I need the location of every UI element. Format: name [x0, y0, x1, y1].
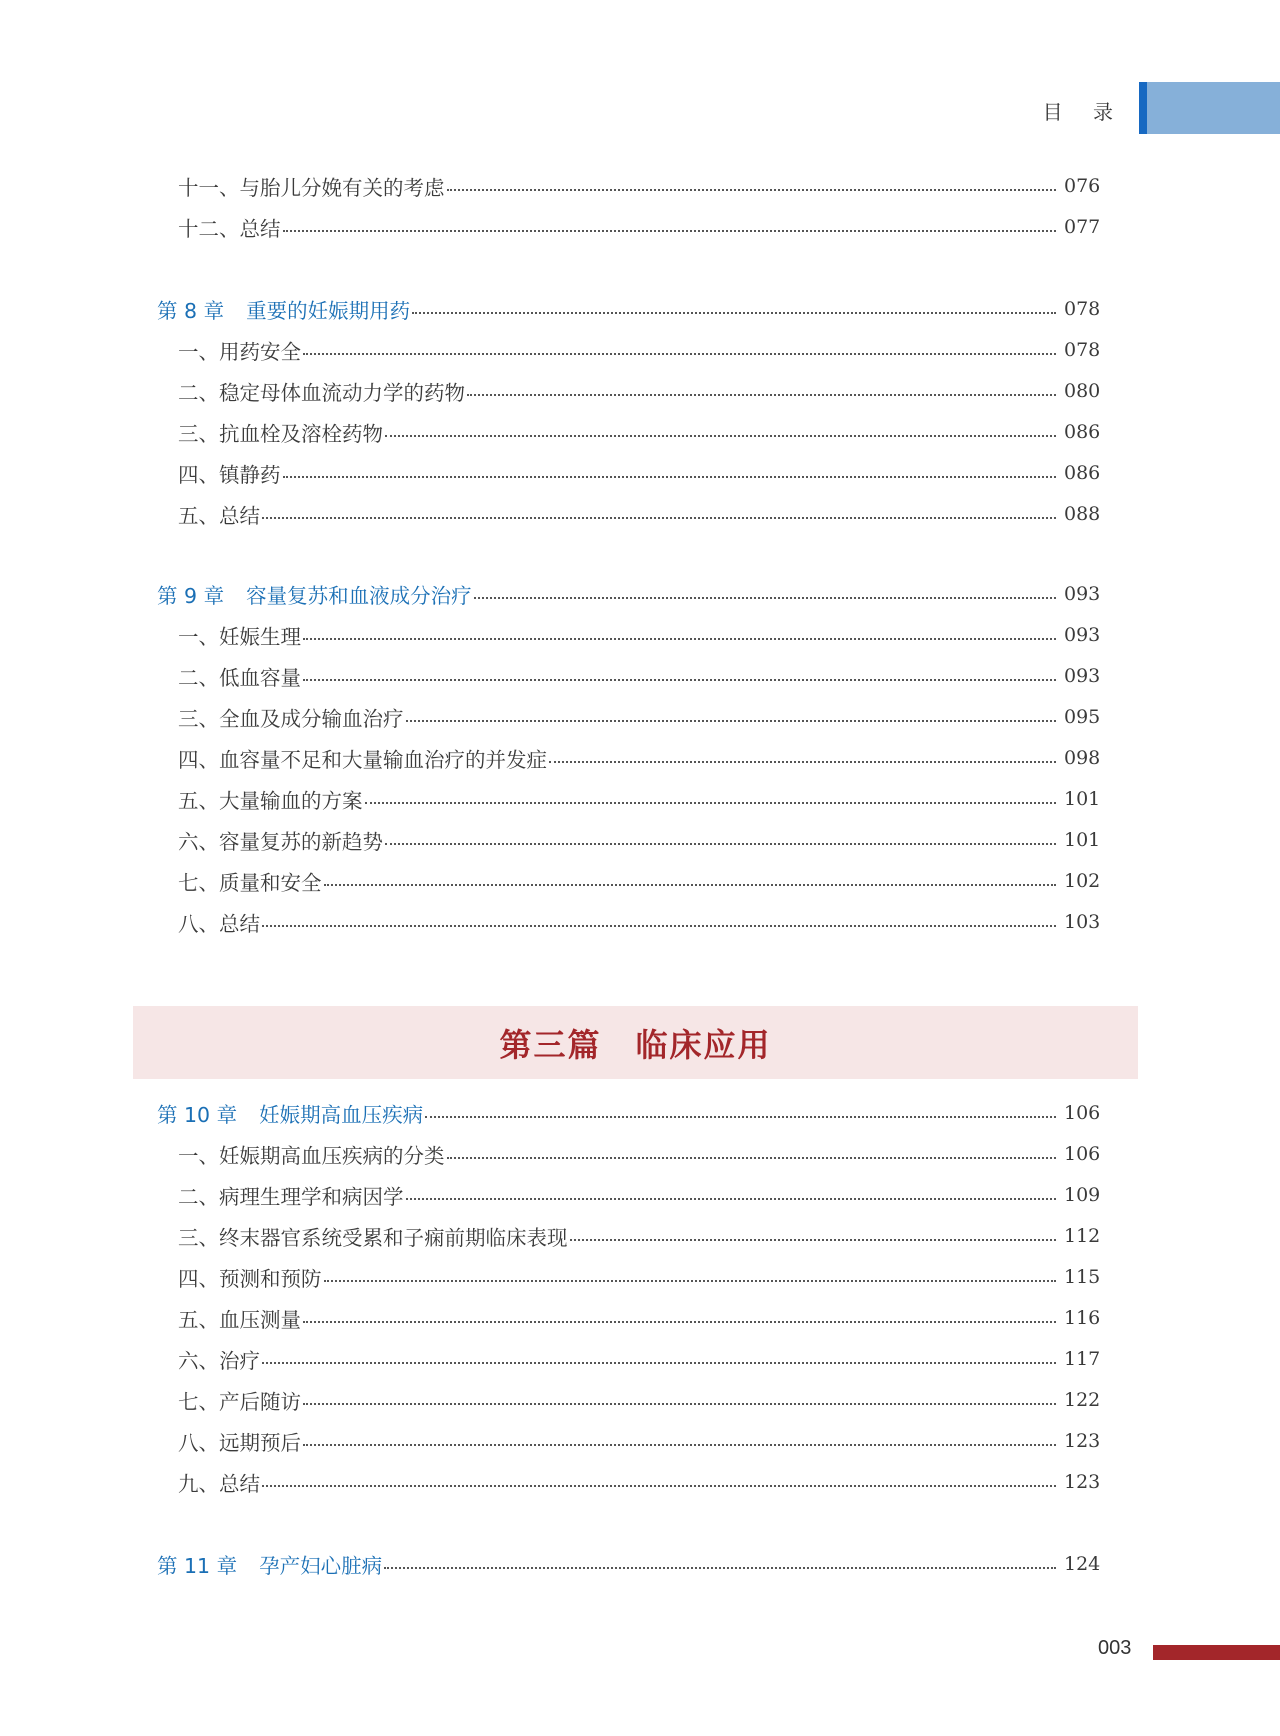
entry-title: 五、血压测量 [178, 1308, 301, 1332]
page-ref: 123 [1064, 1471, 1101, 1493]
dot-leader [467, 394, 1056, 396]
toc-entry-row [178, 453, 1100, 493]
entry-title: 十二、总结 [178, 217, 281, 241]
toc-entry-row [178, 656, 1100, 696]
entry-title: 三、全血及成分输血治疗 [178, 707, 404, 731]
part-title: 第三篇 临床应用 [499, 1025, 772, 1064]
entry-title: 五、总结 [178, 504, 260, 528]
toc-chapter-row [157, 574, 1100, 614]
entry-title: 二、低血容量 [178, 666, 301, 690]
toc-entry-row [178, 412, 1100, 452]
page-ref: 122 [1064, 1389, 1101, 1411]
page-ref: 117 [1064, 1348, 1101, 1370]
toc-chapter-row [157, 1093, 1100, 1133]
toc-entry-row [178, 779, 1100, 819]
running-header-label: 目 录 [1042, 100, 1125, 124]
entry-title: 一、妊娠期高血压疾病的分类 [178, 1144, 445, 1168]
dot-leader [262, 1362, 1056, 1364]
toc-chapter-row [157, 1544, 1100, 1584]
page-ref: 123 [1064, 1430, 1101, 1452]
page-ref: 077 [1064, 216, 1101, 238]
toc-entry-row [178, 166, 1100, 206]
chapter-title: 孕产妇心脏病 [259, 1554, 383, 1578]
dot-leader [324, 1280, 1057, 1282]
page-ref: 103 [1064, 911, 1101, 933]
dot-leader [474, 597, 1056, 599]
entry-title: 七、质量和安全 [178, 871, 322, 895]
page-ref: 080 [1064, 380, 1101, 402]
entry-title: 三、抗血栓及溶栓药物 [178, 422, 383, 446]
footer-bar-decoration [1153, 1645, 1280, 1660]
page-ref: 093 [1064, 665, 1101, 687]
page-ref: 098 [1064, 747, 1101, 769]
entry-title: 五、大量输血的方案 [178, 789, 363, 813]
toc-entry-row [178, 820, 1100, 860]
dot-leader [406, 1198, 1057, 1200]
part-banner [133, 1006, 1138, 1079]
dot-leader [447, 189, 1057, 191]
dot-leader [262, 925, 1056, 927]
page-ref: 116 [1064, 1307, 1101, 1329]
dot-leader [303, 1321, 1056, 1323]
chapter-title: 重要的妊娠期用药 [246, 299, 411, 323]
toc-entry-row [178, 1134, 1100, 1174]
dot-leader [324, 884, 1057, 886]
toc-entry-row [178, 1421, 1100, 1461]
page-ref: 093 [1064, 583, 1101, 605]
page-ref: 101 [1064, 829, 1101, 851]
entry-title: 四、预测和预防 [178, 1267, 322, 1291]
toc-entry-row [178, 1298, 1100, 1338]
page-ref: 106 [1064, 1143, 1101, 1165]
dot-leader [384, 1567, 1056, 1569]
page-ref: 102 [1064, 870, 1101, 892]
dot-leader [303, 1444, 1056, 1446]
toc-entry-row [178, 902, 1100, 942]
page-ref: 115 [1064, 1266, 1101, 1288]
toc-entry-row [178, 861, 1100, 901]
dot-leader [549, 761, 1056, 763]
page-ref: 112 [1064, 1225, 1101, 1247]
toc-entry-row [178, 615, 1100, 655]
page-ref: 106 [1064, 1102, 1101, 1124]
entry-title: 二、稳定母体血流动力学的药物 [178, 381, 465, 405]
page-ref: 124 [1064, 1553, 1101, 1575]
page-ref: 101 [1064, 788, 1101, 810]
chapter-title: 容量复苏和血液成分治疗 [246, 584, 472, 608]
chapter-number: 第 11 章 [157, 1554, 238, 1578]
entry-title: 七、产后随访 [178, 1390, 301, 1414]
entry-title: 八、远期预后 [178, 1431, 301, 1455]
dot-leader [447, 1157, 1057, 1159]
entry-title: 四、血容量不足和大量输血治疗的并发症 [178, 748, 547, 772]
entry-title: 四、镇静药 [178, 463, 281, 487]
entry-title: 二、病理生理学和病因学 [178, 1185, 404, 1209]
dot-leader [303, 353, 1056, 355]
toc-entry-row [178, 738, 1100, 778]
dot-leader [283, 476, 1057, 478]
chapter-number: 第 10 章 [157, 1103, 238, 1127]
entry-title: 三、终末器官系统受累和子痫前期临床表现 [178, 1226, 568, 1250]
chapter-number: 第 8 章 [157, 299, 225, 323]
dot-leader [412, 312, 1056, 314]
page-ref: 086 [1064, 421, 1101, 443]
toc-entry-row [178, 1257, 1100, 1297]
toc-entry-row [178, 1175, 1100, 1215]
chapter-number: 第 9 章 [157, 584, 225, 608]
dot-leader [303, 1403, 1056, 1405]
page-ref: 093 [1064, 624, 1101, 646]
toc-entry-row [178, 494, 1100, 534]
toc-entry-row [178, 207, 1100, 247]
dot-leader [303, 679, 1056, 681]
dot-leader [262, 1485, 1056, 1487]
entry-title: 六、容量复苏的新趋势 [178, 830, 383, 854]
toc-chapter-row [157, 289, 1100, 329]
dot-leader [385, 843, 1056, 845]
chapter-title: 妊娠期高血压疾病 [259, 1103, 424, 1127]
toc-entry-row [178, 1380, 1100, 1420]
page-number: 003 [1098, 1637, 1132, 1659]
toc-entry-row [178, 697, 1100, 737]
dot-leader [365, 802, 1057, 804]
dot-leader [385, 435, 1056, 437]
entry-title: 九、总结 [178, 1472, 260, 1496]
dot-leader [303, 638, 1056, 640]
toc-entry-row [178, 371, 1100, 411]
page-ref: 086 [1064, 462, 1101, 484]
entry-title: 十一、与胎儿分娩有关的考虑 [178, 176, 445, 200]
entry-title: 八、总结 [178, 912, 260, 936]
entry-title: 一、用药安全 [178, 340, 301, 364]
toc-entry-row [178, 330, 1100, 370]
dot-leader [262, 517, 1056, 519]
page-ref: 076 [1064, 175, 1101, 197]
entry-title: 六、治疗 [178, 1349, 260, 1373]
dot-leader [425, 1116, 1056, 1118]
dot-leader [406, 720, 1057, 722]
page-ref: 078 [1064, 298, 1101, 320]
toc-entry-row [178, 1339, 1100, 1379]
page-ref: 095 [1064, 706, 1101, 728]
toc-entry-row [178, 1216, 1100, 1256]
header-tab-decoration [1139, 82, 1280, 134]
page-ref: 088 [1064, 503, 1101, 525]
dot-leader [570, 1239, 1057, 1241]
page-ref: 109 [1064, 1184, 1101, 1206]
entry-title: 一、妊娠生理 [178, 625, 301, 649]
toc-entry-row [178, 1462, 1100, 1502]
page-ref: 078 [1064, 339, 1101, 361]
dot-leader [283, 230, 1057, 232]
